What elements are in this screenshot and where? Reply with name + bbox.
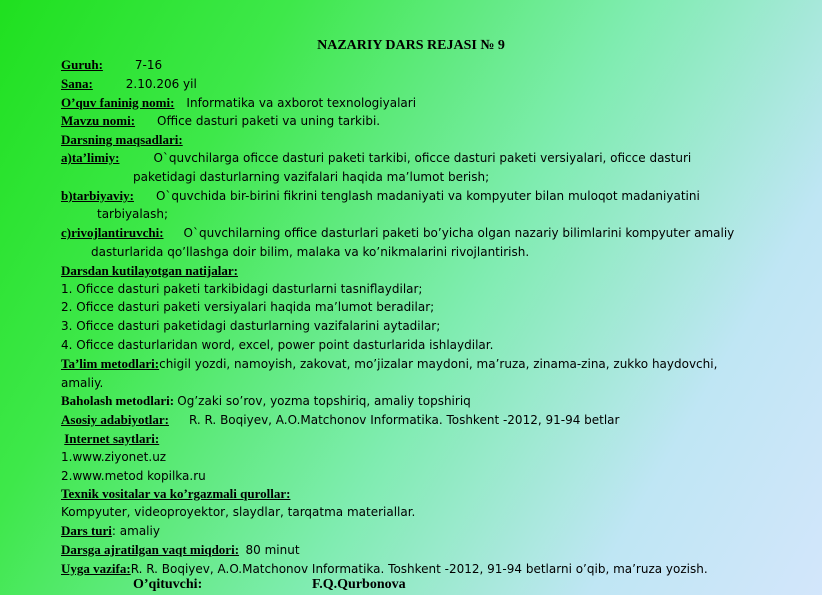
homework-row <box>61 560 801 579</box>
assessment-row <box>61 392 801 411</box>
equipment-value: Kompyuter, videoproyektor, slaydlar, tarqatma materiallar. <box>61 505 416 520</box>
duration-value: 80 minut <box>245 542 300 557</box>
educational-goal-row <box>61 149 801 168</box>
outcome-item <box>61 280 801 299</box>
duration-row <box>61 541 801 560</box>
duration-label: Darsga ajratilgan vaqt miqdori: <box>61 541 240 557</box>
developing-goal-row <box>61 224 801 243</box>
assessment-label: Baholash metodlari: <box>61 393 175 409</box>
equipment-heading: Texnik vositalar va ko’rgazmali qurollar: <box>61 486 291 502</box>
homework-label: Uyga vazifa: <box>61 560 131 576</box>
outcomes-heading: Darsdan kutilayotgan natijalar: <box>61 262 238 278</box>
date-label: Sana: <box>61 75 93 91</box>
outcome-item-4: 4. Oficce dasturlaridan word, excel, power point dasturlarida ishlaydilar. <box>61 337 494 352</box>
lesson-type-label: Dars turi <box>61 522 112 538</box>
websites-heading: Internet saytlari: <box>64 430 160 446</box>
literature-label: Asosiy adabiyotlar: <box>61 412 169 428</box>
goals-heading: Darsning maqsadlari: <box>61 132 183 148</box>
literature-row <box>61 411 801 430</box>
methods-label: Ta’lim metodlari: <box>61 355 160 371</box>
methods-line2: amaliy. <box>61 375 104 390</box>
group-label: Guruh: <box>61 57 103 72</box>
goals-heading-row <box>61 131 801 149</box>
assessment-value: Og’zaki so’rov, yozma topshiriq, amaliy topshiriq <box>177 394 471 409</box>
lesson-plan-body <box>61 56 801 578</box>
topic-row <box>61 112 801 131</box>
upbringing-goal-label: b)tarbiyaviy: <box>61 187 134 203</box>
subject-value: Informatika va axborot texnologiyalari <box>186 95 417 110</box>
upbringing-goal-row <box>61 187 801 206</box>
teacher-name: F.Q.Qurbonova <box>312 577 406 592</box>
methods-row <box>61 355 801 374</box>
literature-value: R. R. Boqiyev, A.O.Matchonov Informatika. Toshkent -2012, 91-94 betlar <box>188 413 620 428</box>
outcome-item-1: 1. Oficce dasturi paketi tarkibidagi dasturlarni tasniflaydilar; <box>61 281 423 296</box>
educational-goal-label: a)ta’limiy: <box>61 149 120 165</box>
subject-label: O’quv faninig nomi: <box>61 94 175 110</box>
website-link-1[interactable]: 1.www.ziyonet.uz <box>61 449 167 464</box>
topic-label: Mavzu nomi: <box>61 113 136 129</box>
homework-value: R. R. Boqiyev, A.O.Matchonov Informatika. Toshkent -2012, 91-94 betlarni o’qib, ma’ruza yozish. <box>130 561 708 576</box>
developing-goal-line1: O`quvchilarning office dasturlari paketi bo’yicha olgan nazariy bilimlarini kompyuter amaliy <box>183 226 735 241</box>
educational-goal-line1: O`quvchilarga oficce dasturi paketi tarkibi, oficce dasturi paketi versiyalari, oficce dasturi <box>153 150 692 165</box>
lesson-type-value: : amaliy <box>111 523 160 538</box>
website-link-2[interactable]: 2.www.metod kopilka.ru <box>61 468 206 483</box>
subject-row <box>61 94 801 113</box>
website-item <box>61 467 801 486</box>
outcome-item-3: 3. Oficce dasturi paketidagi dasturlarning vazifalarini aytadilar; <box>61 319 441 334</box>
educational-goal-line2: paketidagi dasturlarning vazifalari haqida ma’lumot berish; <box>133 169 490 184</box>
websites-heading-row <box>61 430 801 448</box>
upbringing-goal-cont <box>61 205 801 224</box>
date-value: 2.10.206 yil <box>125 76 197 91</box>
topic-value: Office dasturi paketi va uning tarkibi. <box>157 114 381 129</box>
lesson-type-row <box>61 522 801 541</box>
outcome-item-2: 2. Oficce dasturi paketi versiyalari haqida ma’lumot beradilar; <box>61 300 435 315</box>
teacher-role: O’qituvchi: <box>133 577 203 592</box>
developing-goal-line2: dasturlarida qo’llashga doir bilim, malaka va ko’nikmalarini rivojlantirish. <box>91 244 530 259</box>
developing-goal-cont <box>61 243 801 262</box>
date-row <box>61 75 801 94</box>
outcome-item <box>61 298 801 317</box>
equipment-heading-row <box>61 485 801 503</box>
upbringing-goal-line2: tarbiyalash; <box>97 207 168 222</box>
group-value: 7-16 <box>134 58 163 72</box>
group-row <box>61 56 801 75</box>
methods-line1: chigil yozdi, namoyish, zakovat, mo’jizalar maydoni, ma’ruza, zinama-zina, zukko haydovchi, <box>159 356 718 371</box>
outcomes-heading-row <box>61 262 801 280</box>
educational-goal-cont <box>61 168 801 187</box>
equipment-row <box>61 503 801 522</box>
page-title: NAZARIY DARS REJASI № 9 <box>317 38 505 53</box>
developing-goal-label: c)rivojlantiruvchi: <box>61 225 164 241</box>
website-item <box>61 448 801 467</box>
methods-cont <box>61 374 801 393</box>
outcome-item <box>61 336 801 355</box>
outcome-item <box>61 317 801 336</box>
upbringing-goal-line1: O`quvchida bir-birini fikrini tenglash madaniyati va kompyuter bilan muloqot madaniyatini <box>155 188 700 203</box>
